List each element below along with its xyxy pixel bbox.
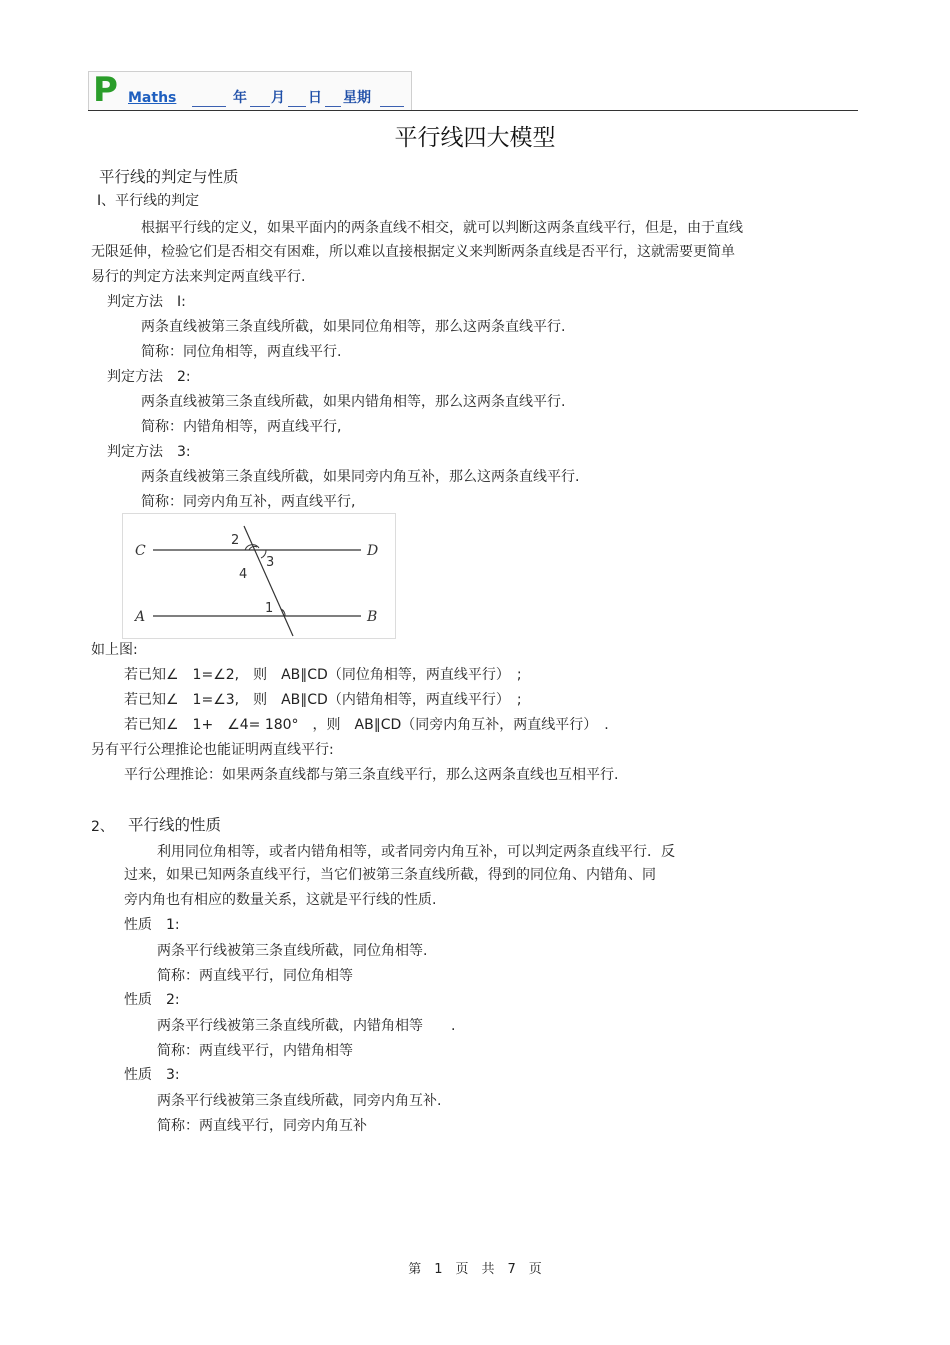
parallel-lines-figure — [122, 513, 396, 639]
angle-label-1: 1 — [265, 601, 274, 616]
year-label: 年 — [233, 90, 247, 106]
method-label: 判定方法 3: — [107, 444, 191, 460]
angle-label-4: 4 — [239, 567, 248, 582]
logo-p: P — [93, 70, 118, 110]
case-line: 若已知∠ 1=∠2, 则 AB∥CD（同位角相等，两直线平行） ; — [124, 667, 522, 683]
logo-maths: Maths — [128, 90, 177, 106]
case-line: 若已知∠ 1+ ∠4= 180° ，则 AB∥CD（同旁内角互补，两直线平行） . — [124, 717, 609, 733]
method-statement: 两条直线被第三条直线所截，如果同旁内角互补，那么这两条直线平行. — [141, 469, 580, 485]
property-statement: 两条平行线被第三条直线所截，同旁内角互补. — [157, 1093, 442, 1109]
method-short: 简称：同旁内角互补，两直线平行, — [141, 494, 356, 510]
header-rule — [88, 110, 858, 111]
property-label: 性质 3: — [124, 1067, 180, 1083]
axiom-statement: 平行公理推论：如果两条直线都与第三条直线平行，那么这两条直线也互相平行. — [124, 767, 619, 783]
label-a: A — [135, 609, 146, 625]
day-label: 日 — [308, 90, 322, 106]
week-label: 星期 — [343, 90, 371, 106]
part2-number: 2、 — [91, 819, 114, 835]
part1-intro-line: 无限延伸，检验它们是否相交有困难，所以难以直接根据定义来判断两条直线是否平行，这就需要更简单 — [91, 244, 735, 260]
transversal-line — [244, 526, 293, 636]
blank-line — [325, 106, 341, 107]
part2-intro-line: 过来，如果已知两条直线平行，当它们被第三条直线所截，得到的同位角、内错角、同 — [124, 867, 656, 883]
section-heading: 平行线的判定与性质 — [99, 168, 239, 186]
part2-intro-line: 利用同位角相等，或者内错角相等，或者同旁内角互补，可以判定两条直线平行．反 — [157, 844, 675, 860]
property-statement: 两条平行线被第三条直线所截，同位角相等. — [157, 943, 428, 959]
property-label: 性质 2: — [124, 992, 180, 1008]
property-statement: 两条平行线被第三条直线所截，内错角相等 . — [157, 1018, 456, 1034]
part2-intro-line: 旁内角也有相应的数量关系，这就是平行线的性质. — [124, 892, 437, 908]
property-short: 简称：两直线平行，同位角相等 — [157, 968, 353, 984]
property-short: 简称：两直线平行，内错角相等 — [157, 1043, 353, 1059]
method-label: 判定方法 I: — [107, 294, 186, 310]
blank-line — [380, 106, 404, 107]
method-statement: 两条直线被第三条直线所截，如果内错角相等，那么这两条直线平行. — [141, 394, 566, 410]
angle-label-2: 2 — [231, 533, 240, 548]
part2-heading: 平行线的性质 — [128, 816, 222, 834]
label-d: D — [367, 543, 379, 559]
label-b: B — [367, 609, 378, 625]
as-figure-label: 如上图: — [91, 642, 138, 658]
page-title: 平行线四大模型 — [394, 125, 556, 151]
blank-line — [192, 106, 226, 107]
method-label: 判定方法 2: — [107, 369, 191, 385]
blank-line — [288, 106, 306, 107]
angle-label-3: 3 — [266, 555, 275, 570]
page-footer: 第 1 页 共 7 页 — [408, 1262, 542, 1277]
parallel-lines-diagram — [123, 514, 395, 638]
method-statement: 两条直线被第三条直线所截，如果同位角相等，那么这两条直线平行. — [141, 319, 566, 335]
label-c: C — [135, 543, 146, 559]
method-short: 简称：内错角相等，两直线平行, — [141, 419, 342, 435]
month-label: 月 — [271, 90, 285, 106]
property-short: 简称：两直线平行，同旁内角互补 — [157, 1118, 367, 1134]
part1-intro-line: 根据平行线的定义，如果平面内的两条直线不相交，就可以判断这两条直线平行，但是，由于直线 — [141, 220, 743, 236]
axiom-intro: 另有平行公理推论也能证明两直线平行: — [91, 742, 334, 758]
property-label: 性质 1: — [124, 917, 180, 933]
part1-intro-line: 易行的判定方法来判定两直线平行. — [91, 269, 306, 285]
part1-heading: I、平行线的判定 — [97, 193, 200, 209]
blank-line — [250, 106, 270, 107]
case-line: 若已知∠ 1=∠3, 则 AB∥CD（内错角相等，两直线平行） ; — [124, 692, 522, 708]
method-short: 简称：同位角相等，两直线平行. — [141, 344, 342, 360]
